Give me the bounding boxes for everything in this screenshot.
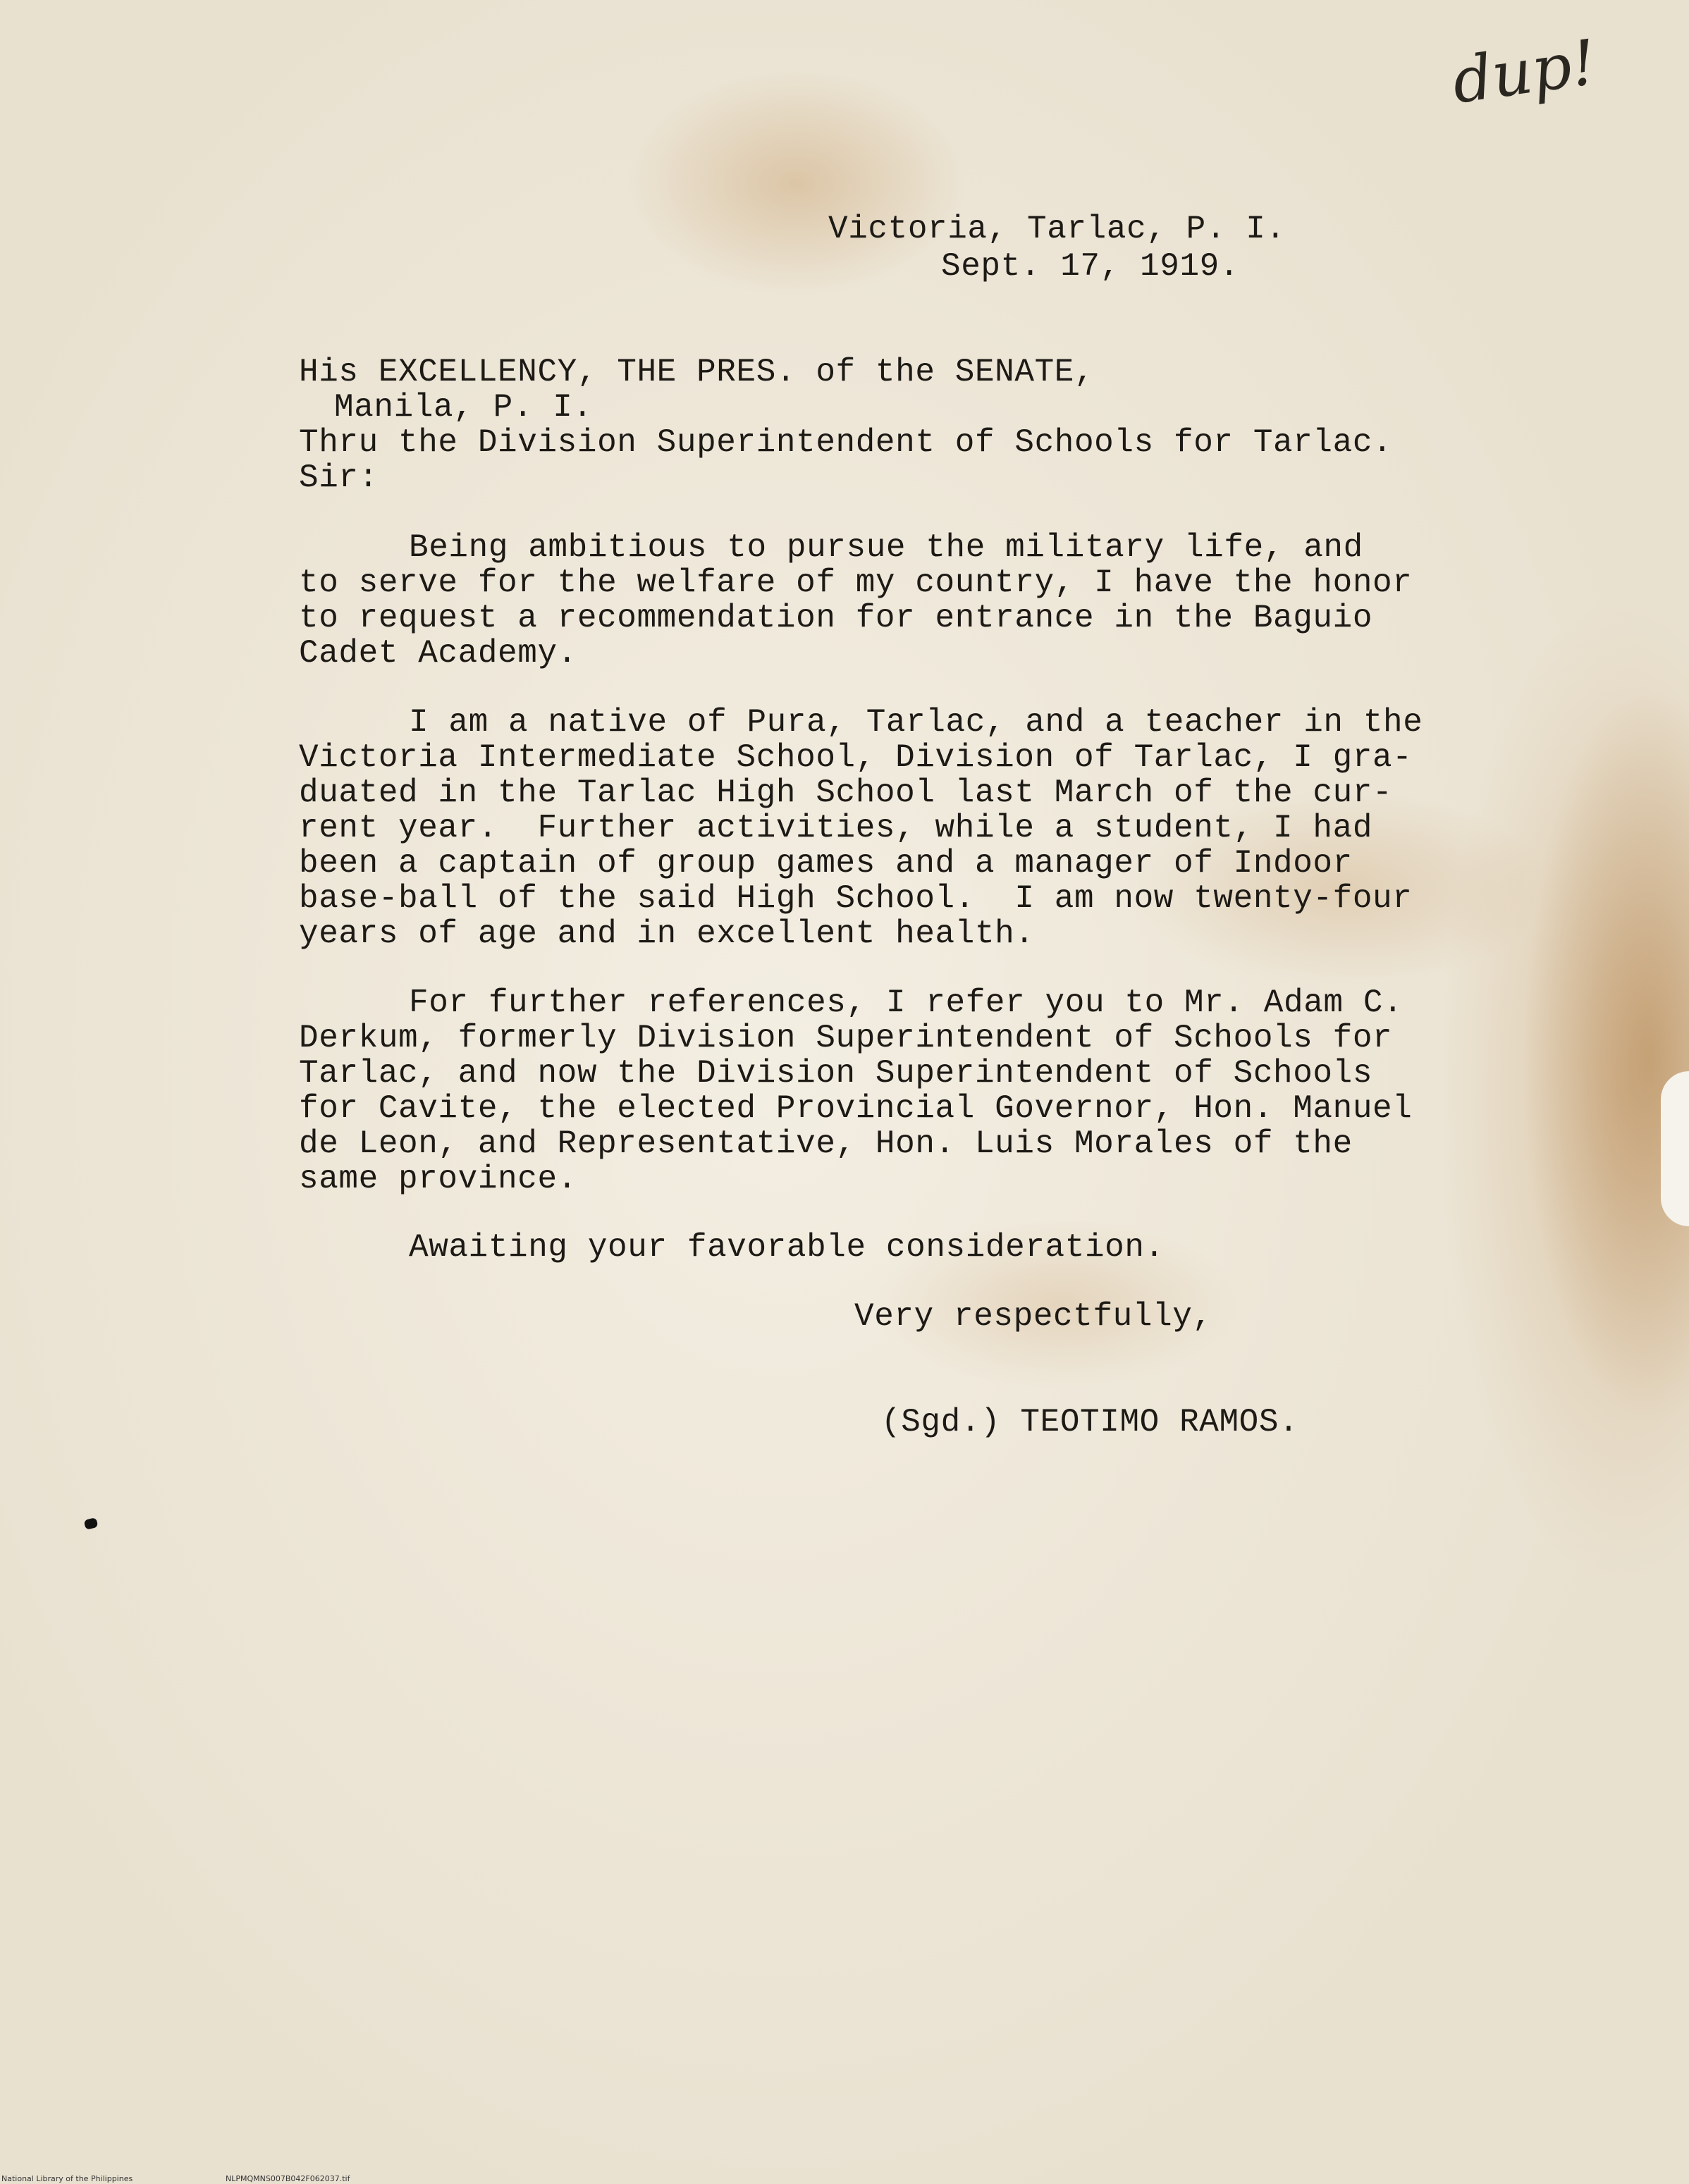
complimentary-close: Very respectfully,: [854, 1298, 1212, 1335]
footer-library: National Library of the Philippines: [1, 2174, 133, 2183]
paragraph-line: Being ambitious to pursue the military life, and: [409, 529, 1363, 566]
paragraph-line: for Cavite, the elected Provincial Governor, Hon. Manuel: [299, 1090, 1413, 1127]
ink-blot: [83, 1517, 98, 1530]
paragraph-line: Tarlac, and now the Division Superintendent of Schools: [299, 1055, 1373, 1092]
paragraph-line: same province.: [299, 1161, 577, 1197]
address-line: Thru the Division Superintendent of Schools for Tarlac.: [299, 424, 1393, 461]
paragraph-line: rent year. Further activities, while a student, I had: [299, 810, 1373, 846]
address-line: Manila, P. I.: [334, 389, 593, 426]
paragraph-line: base-ball of the said High School. I am now twenty-four: [299, 880, 1413, 917]
address-line: His EXCELLENCY, THE PRES. of the SENATE,: [299, 354, 1095, 390]
torn-edge: [1661, 1071, 1689, 1226]
paragraph-line: Derkum, formerly Division Superintendent of Schools for: [299, 1020, 1393, 1056]
paragraph-line: duated in the Tarlac High School last March of the cur-: [299, 775, 1393, 811]
paragraph-line: been a captain of group games and a manager of Indoor: [299, 845, 1353, 882]
salutation: Sir:: [299, 459, 379, 496]
paragraph-line: to serve for the welfare of my country, I have the honor: [299, 564, 1413, 601]
paragraph-line: I am a native of Pura, Tarlac, and a teacher in the: [409, 704, 1423, 741]
paragraph-line: For further references, I refer you to Mr. Adam C.: [409, 985, 1404, 1021]
paragraph-line: Victoria Intermediate School, Division of Tarlac, I gra-: [299, 739, 1413, 776]
signature: (Sgd.) TEOTIMO RAMOS.: [881, 1404, 1299, 1440]
paragraph-line: to request a recommendation for entrance in the Baguio: [299, 600, 1373, 636]
paragraph-line: de Leon, and Representative, Hon. Luis Morales of the: [299, 1125, 1353, 1162]
place-line: Victoria, Tarlac, P. I.: [828, 211, 1286, 247]
paragraph-line: Cadet Academy.: [299, 635, 577, 672]
handwritten-note: dup!: [1447, 25, 1601, 118]
date-line: Sept. 17, 1919.: [941, 248, 1240, 285]
closing-line: Awaiting your favorable consideration.: [409, 1229, 1165, 1266]
footer-filename: NLPMQMNS007B042F062037.tif: [226, 2174, 350, 2183]
paragraph-line: years of age and in excellent health.: [299, 915, 1035, 952]
